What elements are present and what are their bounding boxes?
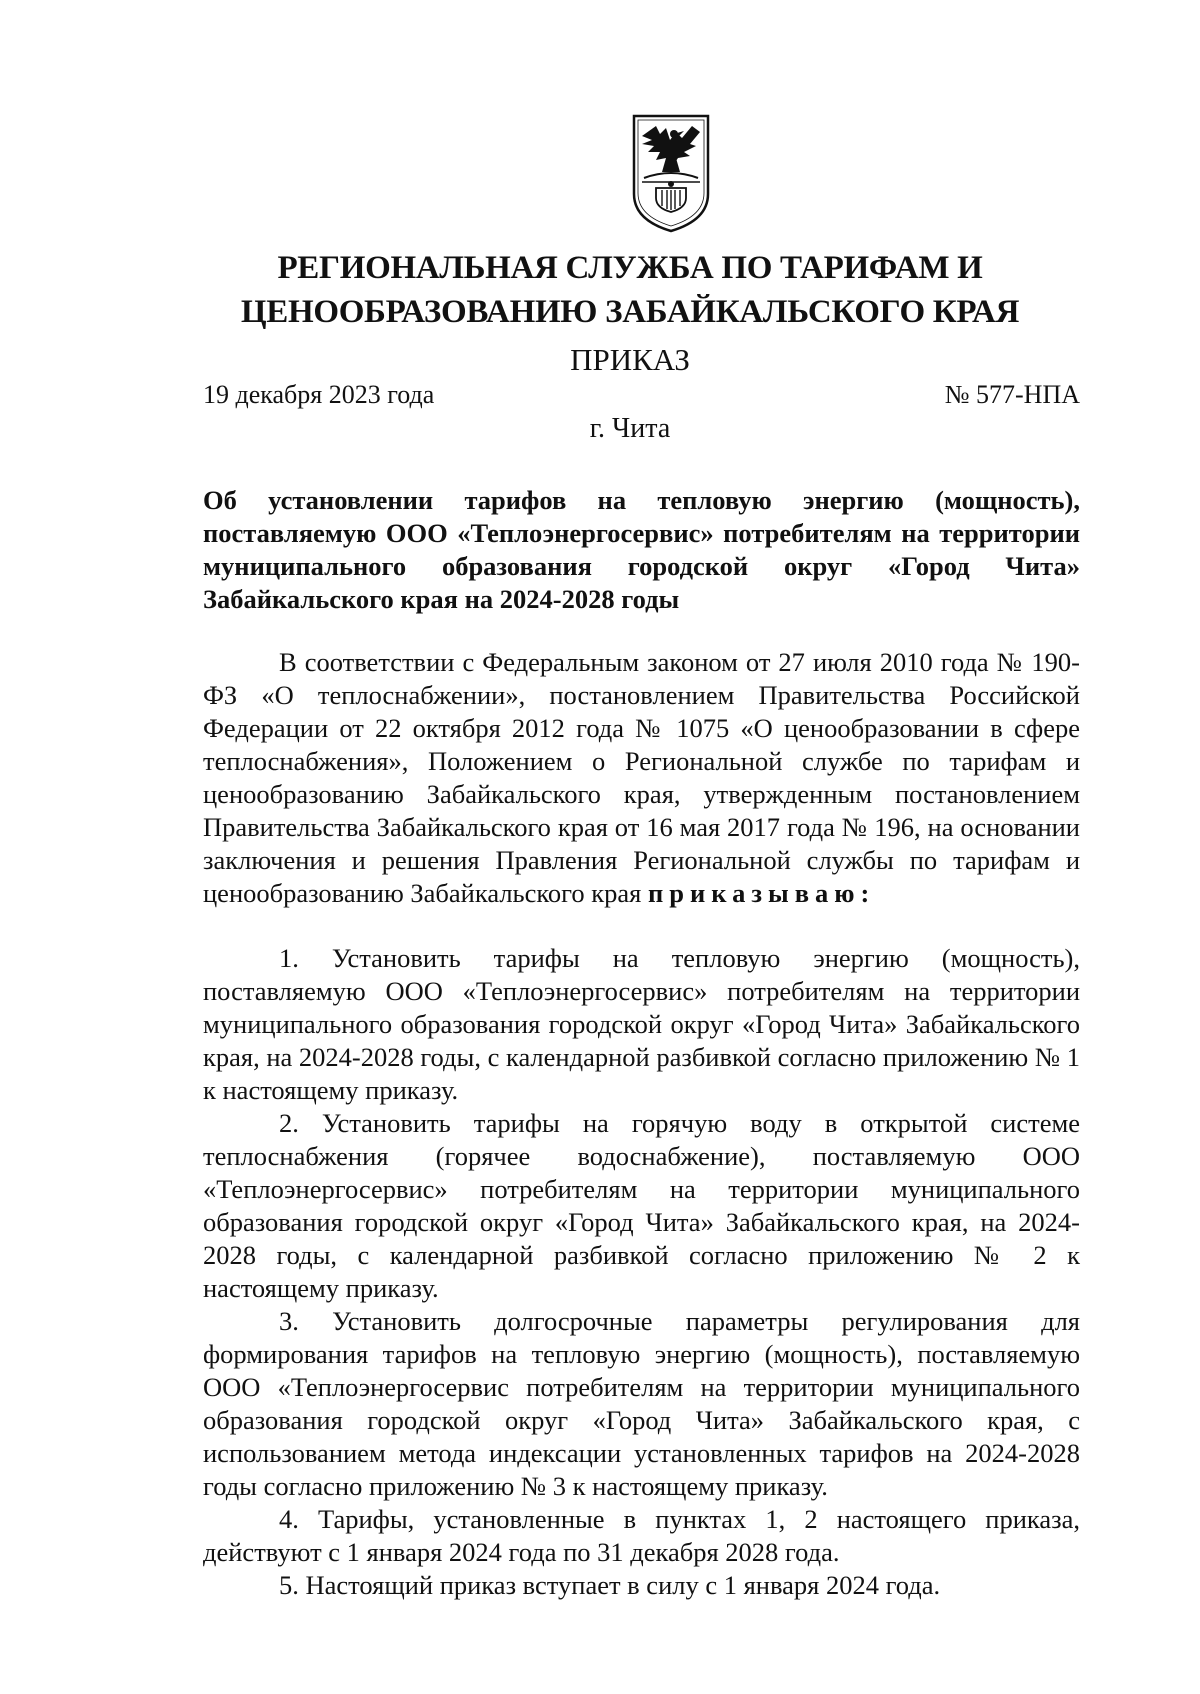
order-item-3: 3. Установить долгосрочные параметры регулирования для формирования тарифов на тепловую энергию (мощность), поставляемую ООО «Теплоэнергосервис потребителям на территории муниципального образования городской округ «Город Чита» Забайкальского края, с использованием метода индексации установленных тарифов на 2024-2028 годы согласно приложению № 3 к настоящему приказу. <box>203 1306 1080 1501</box>
preamble-text: В соответствии с Федеральным законом от 27 июля 2010 года № 190-ФЗ «О теплоснабжении», постановлением Правительства Российской Федерации от 22 октября 2012 года № 1075 «О ценообразовании в сфере теплоснабжения», Положением о Региональной службе по тарифам и ценообразованию Забайкальского края, утвержденным постановлением Правительства Забайкальского края от 16 мая 2017 года № 196, на основании заключения и решения Правления Региональной службы по тарифам и ценообразованию Забайкальского края <box>203 647 1080 908</box>
preamble-paragraph <box>203 646 1080 910</box>
organization-title-line2: ЦЕНООБРАЗОВАНИЮ ЗАБАЙКАЛЬСКОГО КРАЯ <box>240 294 1020 330</box>
order-item-5: 5. Настоящий приказ вступает в силу с 1 января 2024 года. <box>279 1570 941 1600</box>
order-item-1: 1. Установить тарифы на тепловую энергию (мощность), поставляемую ООО «Теплоэнергосервис» потребителям на территории муниципального образования городской округ «Город Чита» Забайкальского края, на 2024-2028 годы, с календарной разбивкой согласно приложению № 1 к настоящему приказу. <box>203 943 1081 1105</box>
document-number: № 577-НПА <box>944 380 1080 409</box>
coat-of-arms-icon <box>630 112 712 234</box>
organization-title-line1: РЕГИОНАЛЬНАЯ СЛУЖБА ПО ТАРИФАМ И <box>277 250 983 286</box>
order-items <box>203 942 1080 1602</box>
document-subject: Об установлении тарифов на тепловую энергию (мощность), поставляемую ООО «Теплоэнергосервис» потребителям на территории муниципального образования городской округ «Город Чита» Забайкальского края на 2024-2028 годы <box>203 485 1080 614</box>
document-city: г. Чита <box>589 413 671 444</box>
document-type: ПРИКАЗ <box>570 342 690 377</box>
order-item-4: 4. Тарифы, установленные в пунктах 1, 2 настоящего приказа, действуют с 1 января 2024 года по 31 декабря 2028 года. <box>203 1504 1080 1567</box>
organization-title <box>200 246 1060 334</box>
decree-word: приказываю: <box>647 878 876 908</box>
preamble <box>203 646 1080 910</box>
document-date: 19 декабря 2023 года <box>203 380 435 409</box>
order-item-2: 2. Установить тарифы на горячую воду в открытой системе теплоснабжения (горячее водоснабжение), поставляемую ООО «Теплоэнергосервис» потребителям на территории муниципального образования городской округ «Город Чита» Забайкальского края, на 2024-2028 годы, с календарной разбивкой согласно приложению № 2 к настоящему приказу. <box>203 1108 1080 1303</box>
